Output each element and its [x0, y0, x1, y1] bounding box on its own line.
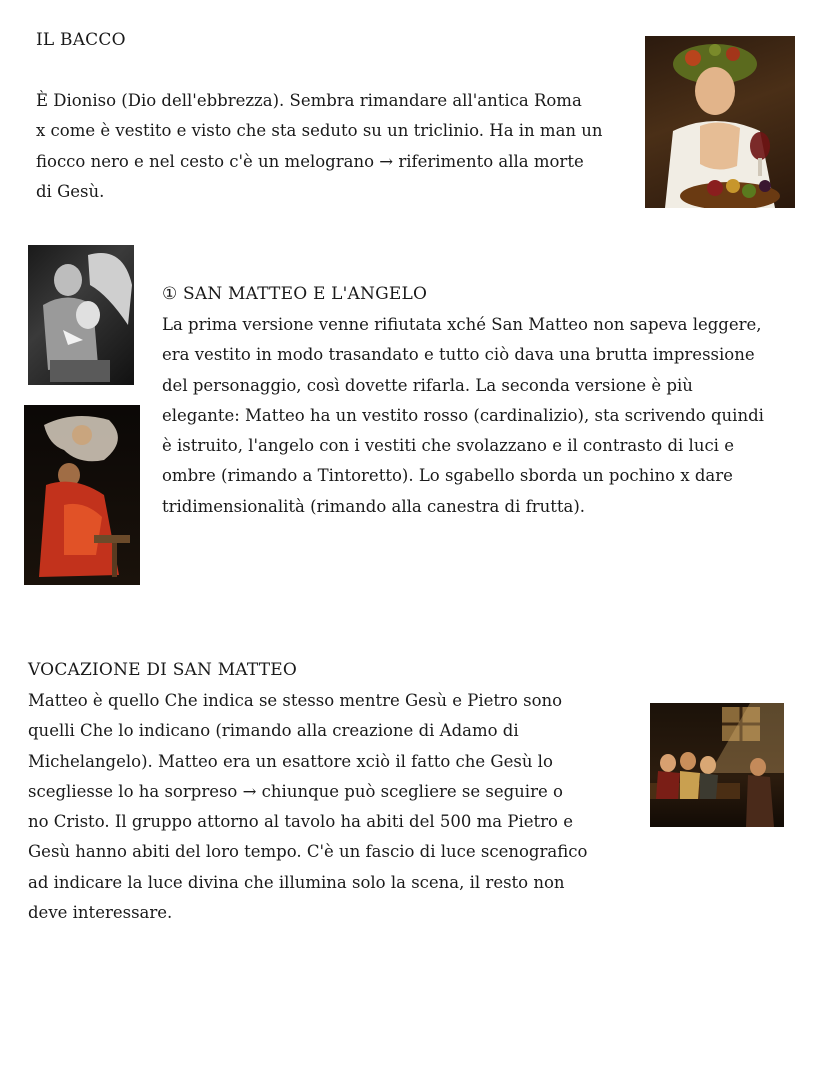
section-title-vocazione: VOCAZIONE DI SAN MATTEO [28, 660, 297, 680]
text-line: Matteo è quello Che indica se stesso mentre Gesù e Pietro sono [28, 691, 563, 710]
text-line: Gesù hanno abiti del loro tempo. C'è un fascio di luce scenografico [28, 842, 588, 862]
text-line: ombre (rimando a Tintoretto). Lo sgabello sborda un pochino x dare [162, 466, 733, 486]
section-title-san-matteo-angelo: ① SAN MATTEO E L'ANGELO [162, 284, 428, 304]
vocazione-painting-image [650, 703, 784, 827]
text-line: di Gesù. [36, 181, 105, 201]
text-line: elegante: Matteo ha un vestito rosso (cardinalizio), sta scrivendo quindi [162, 405, 764, 425]
text-line: Michelangelo). Matteo era un esattore xciò il fatto che Gesù lo [28, 751, 553, 771]
text-line: deve interessare. [28, 903, 173, 923]
bacco-painting-image [645, 36, 795, 208]
text-line: fiocco nero e nel cesto c'è un melograno → riferimento alla morte [36, 151, 584, 171]
paragraph-vocazione [28, 686, 587, 928]
text-line: scegliesse lo ha sorpreso → chiunque può scegliere se seguire o [28, 781, 563, 801]
text-line: era vestito in modo trasandato e tutto ciò dava una brutta impressione [162, 345, 755, 365]
text-line: no Cristo. Il gruppo attorno al tavolo ha abiti del 500 ma Pietro e [28, 812, 573, 832]
bacco-painting-illustration [645, 36, 795, 208]
text-line: La prima versione venne rifiutata xché San Matteo non sapeva leggere, [162, 315, 762, 334]
text-line: È Dioniso (Dio dell'ebbrezza). Sembra rimandare all'antica Roma [36, 91, 582, 110]
vocazione-painting-illustration [650, 703, 784, 827]
text-line: x come è vestito e visto che sta seduto su un triclinio. Ha in man un [36, 121, 603, 141]
san-matteo-second-version-illustration [24, 405, 140, 585]
text-line: tridimensionalità (rimando alla canestra di frutta). [162, 496, 586, 516]
text-line: del personaggio, così dovette rifarla. La seconda versione è più [162, 375, 693, 395]
paragraph-san-matteo-angelo [162, 310, 764, 522]
text-line: quelli Che lo indicano (rimando alla creazione di Adamo di [28, 721, 519, 741]
san-matteo-second-version-image [24, 405, 140, 585]
san-matteo-first-version-illustration [28, 245, 134, 385]
san-matteo-first-version-image [28, 245, 134, 385]
text-line: ad indicare la luce divina che illumina solo la scena, il resto non [28, 872, 565, 892]
section-title-bacco: IL BACCO [36, 30, 126, 50]
text-line: è istruito, l'angelo con i vestiti che svolazzano e il contrasto di luci e [162, 436, 734, 456]
paragraph-bacco [36, 86, 603, 207]
